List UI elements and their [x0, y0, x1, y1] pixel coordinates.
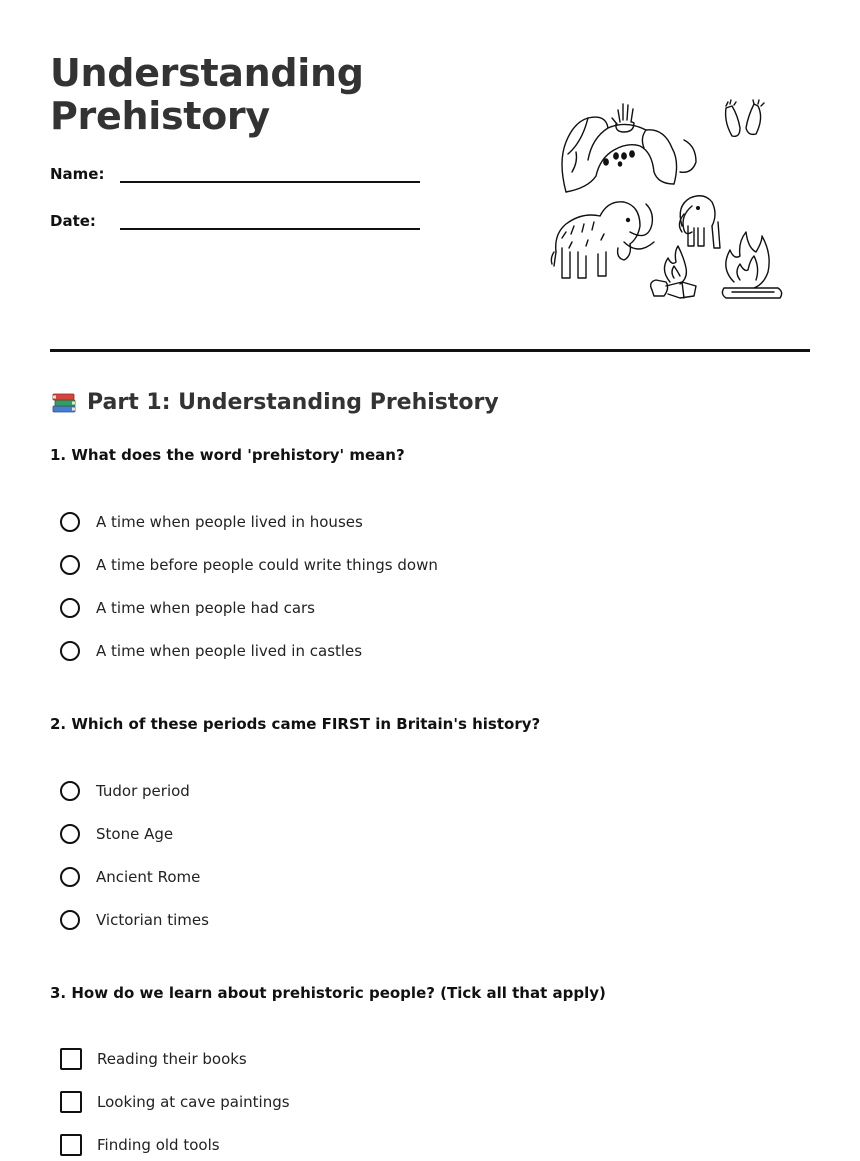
- prehistory-illustration: [548, 92, 788, 304]
- radio-button[interactable]: [60, 512, 80, 532]
- q1-option-2[interactable]: [60, 552, 438, 578]
- radio-button[interactable]: [60, 867, 80, 887]
- radio-button[interactable]: [60, 824, 80, 844]
- question-3: 3. How do we learn about prehistoric people? (Tick all that apply): [50, 984, 606, 1002]
- option-label: Finding old tools: [97, 1136, 220, 1154]
- name-line[interactable]: [120, 181, 420, 183]
- title-line-2: Prehistory: [50, 94, 270, 138]
- option-label: Reading their books: [97, 1050, 247, 1068]
- q2-option-2[interactable]: [60, 821, 173, 847]
- small-mammoth-icon: [679, 196, 720, 248]
- bonfire-icon: [722, 232, 781, 298]
- radio-button[interactable]: [60, 555, 80, 575]
- date-label: Date:: [50, 212, 96, 230]
- mammoth-icon: [551, 202, 654, 278]
- radio-button[interactable]: [60, 598, 80, 618]
- title-line-1: Understanding: [50, 51, 364, 95]
- checkbox[interactable]: [60, 1048, 82, 1070]
- option-label: Victorian times: [96, 911, 209, 929]
- cave-icon: [562, 117, 696, 192]
- q2-option-4[interactable]: [60, 907, 209, 933]
- name-label: Name:: [50, 165, 105, 183]
- checkbox[interactable]: [60, 1134, 82, 1156]
- q3-option-1[interactable]: [60, 1046, 247, 1072]
- q1-option-4[interactable]: [60, 638, 362, 664]
- worksheet-title: [50, 52, 364, 138]
- date-field[interactable]: [50, 212, 430, 242]
- option-label: A time before people could write things down: [96, 556, 438, 574]
- question-2: 2. Which of these periods came FIRST in Britain's history?: [50, 715, 541, 733]
- q2-option-3[interactable]: [60, 864, 200, 890]
- option-label: Tudor period: [96, 782, 190, 800]
- section-heading: [50, 388, 499, 416]
- option-label: Stone Age: [96, 825, 174, 843]
- option-label: A time when people had cars: [96, 599, 315, 617]
- q3-option-3[interactable]: [60, 1132, 220, 1158]
- campfire-icon: [651, 246, 696, 298]
- radio-button[interactable]: [60, 641, 80, 661]
- q3-option-2[interactable]: [60, 1089, 290, 1115]
- name-field[interactable]: [50, 165, 430, 195]
- option-label: Looking at cave paintings: [97, 1093, 290, 1111]
- date-line[interactable]: [120, 228, 420, 230]
- q1-option-3[interactable]: [60, 595, 315, 621]
- header-divider: [50, 349, 810, 352]
- option-label: A time when people lived in houses: [96, 513, 363, 531]
- option-label: Ancient Rome: [96, 868, 201, 886]
- footprints-icon: [726, 100, 764, 136]
- q1-option-1[interactable]: [60, 509, 363, 535]
- books-icon: [50, 388, 78, 416]
- checkbox[interactable]: [60, 1091, 82, 1113]
- q2-option-1[interactable]: [60, 778, 190, 804]
- section-title: Part 1: Understanding Prehistory: [87, 389, 499, 415]
- option-label: A time when people lived in castles: [96, 642, 363, 660]
- radio-button[interactable]: [60, 910, 80, 930]
- question-1: 1. What does the word 'prehistory' mean?: [50, 446, 405, 464]
- handprint-icon: [612, 104, 634, 132]
- radio-button[interactable]: [60, 781, 80, 801]
